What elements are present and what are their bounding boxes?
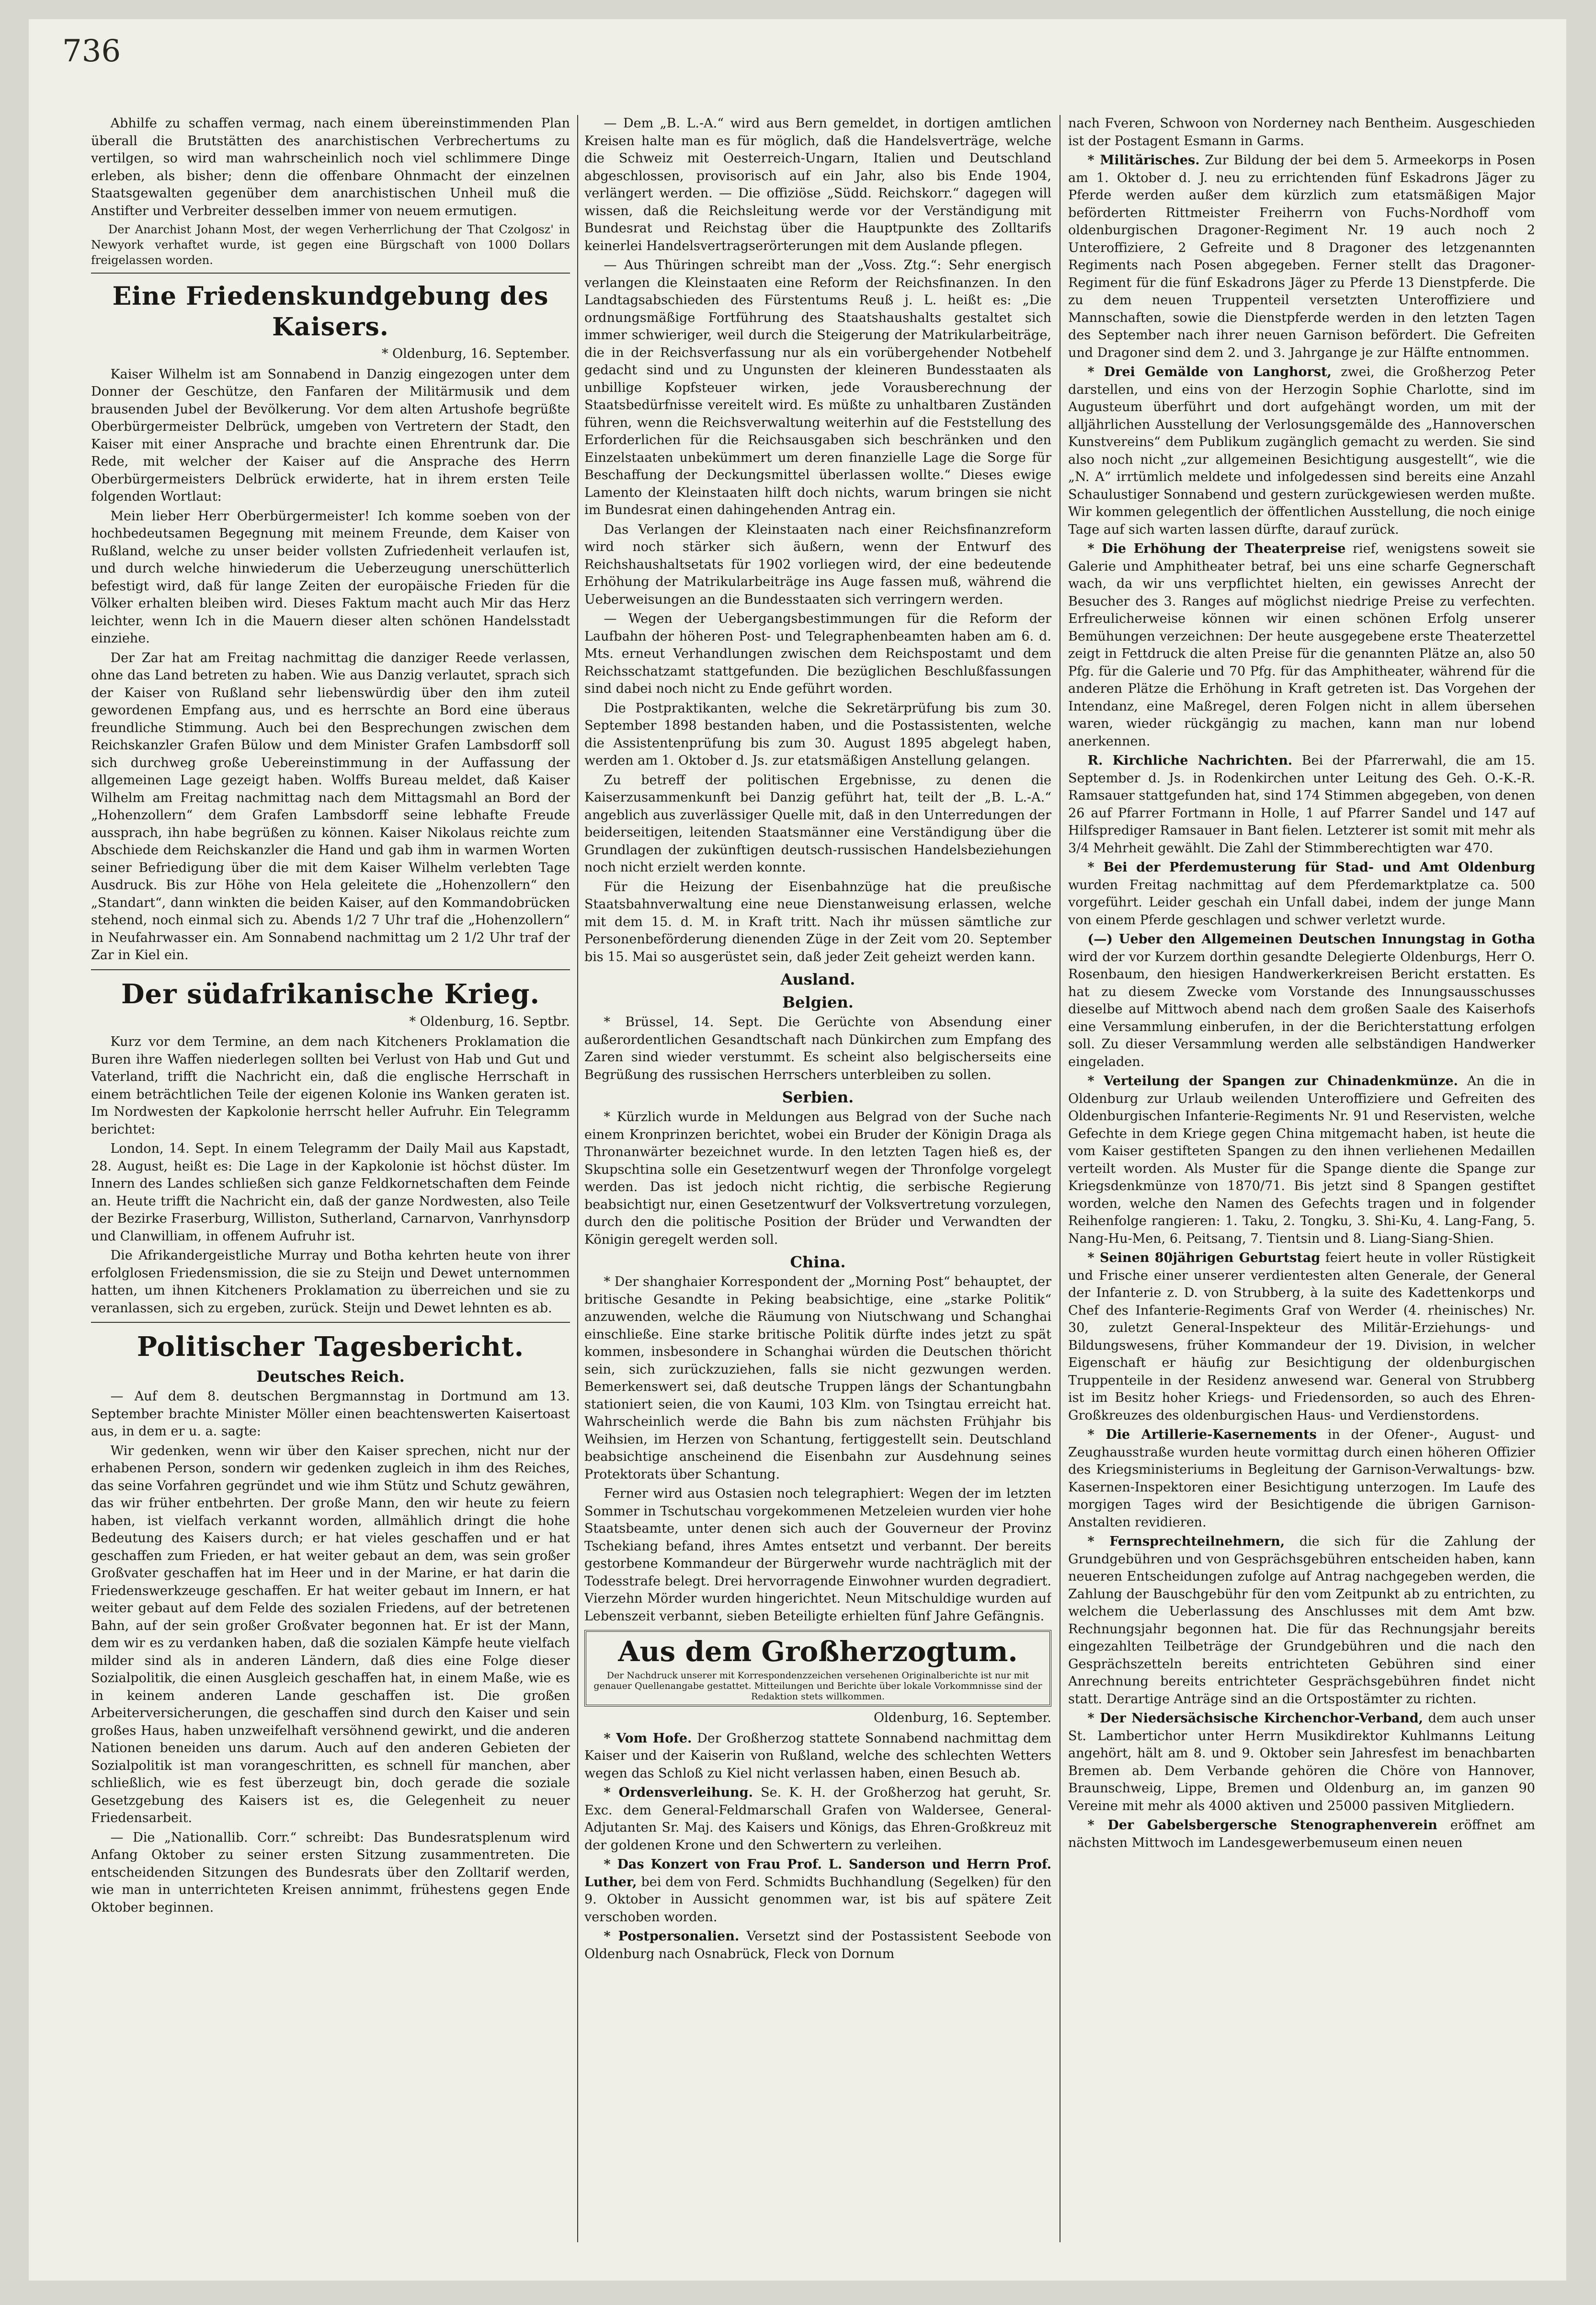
item-text: feiert heute in voller Rüstigkeit und Frische einer unserer verdientesten alten Generale, der General der Infanterie z. D. von Strubberg, à la suite des Kadettenkorps und Chef des Infanterie-Regiments Graf von Werder (4. rheinisches) Nr. 30, zuletzt General-Inspekteur des Militär-Erziehungs- und Bildungswesens, früher Kommandeur der 19. Division, in welcher Eigenschaft er häufig zur Besichtigung der oldenburgischen Truppenteile in der Residenz anwesend war. General von Strubberg ist im Besitz hoher Kriegs- und Friedensorden, so auch des Ehren-Großkreuzes des oldenburgischen Haus- und Verdienstordens. — [1068, 1250, 1535, 1423]
divider — [91, 969, 570, 970]
item-text: zwei, die Großherzog Peter darstellen, und eins von der Herzogin Sophie Charlotte, sind im Augusteum überführt und dort aufgehängt worden, um mit der alljährlichen Ausstellung der Verlosungsgemälde des „Hannoverschen Kunstvereins“ dem Publikum zugänglich gemacht zu werden. Sie sind also noch nicht „zur allgemeinen Besichtigung ausgestellt“, wie die „N. A“ irrtümlich meldete und infolgedessen sind bereits eine Anzahl Schaulustiger Sonnabend und gestern zurückgewiesen werden mußte. Wir kommen gelegentlich der öffentlichen Ausstellung, die noch einige Tage auf sich warten lassen dürfte, darauf zurück. — [1068, 365, 1535, 537]
article-paragraph: Kurz vor dem Termine, an dem nach Kitcheners Proklamation die Buren ihre Waffen niederlegen sollten bei Verlust von Hab und Gut und Vaterland, trifft die Nachricht ein, daß die englische Herrschaft in einem beträchtlichen Teile der eigenen Kolonie ins Wanken geraten ist. Im Nordwesten der Kapkolonie herrscht heller Aufruhr. Ein Telegramm berichtet: — [91, 1034, 570, 1137]
article-paragraph: — Die „Nationallib. Corr.“ schreibt: Das Bundesratsplenum wird Anfang Oktober zu seiner ersten Sitzung zusammentreten. Die entscheidenden Sitzungen des Bundesrats über den Zolltarif werden, wie man in unterrichteten Kreisen annimmt, frühestens gegen Ende Oktober beginnen. — [91, 1830, 570, 1915]
item-text: die sich für die Zahlung der Grundgebühren und von Gesprächsgebühren entscheiden haben, kann neueren Entscheidungen zufolge auf Antrag nachgegeben werden, die Zahlung der Bauschgebühr für den vom Zeitpunkt ab zu entrichten, zu welchem die Ueberlassung des Anschlusses mit dem Amt bzw. Rechnungsjahr begonnen hat. Die für das Rechnungsjahr bereits eingezahlten Teilbeträge der Grundgebühren und die nach den Gesprächszetteln bereits entrichteten Gebühren sind einer Anrechnung bereits entrichteter Gesprächsgebühren findet nicht statt. Derartige Anträge sind an die Ortspostämter zu richten. — [1068, 1534, 1535, 1707]
item-lead: * Der Gabelsbergersche Stenographenverein — [1087, 1818, 1437, 1833]
item-lead: * Fernsprechteilnehmern, — [1087, 1534, 1285, 1549]
item-lead: * Postpersonalien. — [604, 1929, 740, 1944]
article-paragraph: — Aus Thüringen schreibt man der „Voss. Ztg.“: Sehr energisch verlangen die Kleinstaaten eine Reform der Reichsfinanzen. In den Landtagsabschieden des Fürstentums Reuß j. L. heißt es: „Die ordnungsmäßige Fortführung des Staatshaushalts gestaltet sich immer schwieriger, weil durch die Steigerung der Matrikularbeiträge, die in der Reichsverfassung nur als ein vorübergehender Notbehelf gedacht sind und zu Ungunsten der kleineren Bundesstaaten als unbillige Kopfsteuer wirken, jede Vorausberechnung der Staatsbedürfnisse vereitelt wird. Es müßte zu unhaltbaren Zuständen führen, wenn die Reichsverwaltung weiterhin auf die Feststellung des Erforderlichen für die Reichsausgaben sich beschränken und den Einzelstaaten unbekümmert um deren finanzielle Lage die Sorge für Beschaffung der Deckungsmittel überlassen wollte.“ Dieses ewige Lamento der Kleinstaaten hilft doch nichts, warum bringen sie nicht im Bundesrat einen dahingehenden Antrag ein. — [584, 258, 1051, 517]
column-1 — [91, 115, 570, 2261]
article-paragraph: — Auf dem 8. deutschen Bergmannstag in Dortmund am 13. September brachte Minister Möller einen beachtenswerten Kaisertoast aus, in dem er u. a. sagte: — [91, 1389, 570, 1439]
headline-politischer-tagesbericht: Politischer Tagesbericht. — [137, 1331, 524, 1363]
article-paragraph: * Brüssel, 14. Sept. Die Gerüchte von Absendung einer außerordentlichen Gesandtschaft nach Dünkirchen zum Empfang des Zaren sind wieder verstummt. Es scheint also belgischerseits eine Begrüßung des russischen Herrschers unterbleiben zu sollen. — [584, 1015, 1051, 1082]
article-paragraph: Mein lieber Herr Oberbürgermeister! Ich komme soeben von der hochbedeutsamen Begegnung mit meinem Freunde, dem Kaiser von Rußland, welche zu unser beider vollsten Zufriedenheit verlaufen ist, und durch welche hinwiederum die Ueberzeugung unerschütterlich befestigt wird, daß für lange Zeiten der europäische Frieden für die Völker erhalten bleiben wird. Dieses Faktum macht auch Mir das Herz leichter, wenn Ich in die Mauern dieser alten schönen Handelsstadt einziehe. — [91, 508, 570, 646]
article-paragraph: — Dem „B. L.-A.“ wird aus Bern gemeldet, in dortigen amtlichen Kreisen halte man es für möglich, daß die Handelsverträge, welche die Schweiz mit Oesterreich-Ungarn, Italien und Deutschland abgeschlossen, provisorisch auf ein Jahr, also bis Ende 1904, verlängert werden. — Die offiziöse „Südd. Reichskorr.“ dagegen will wissen, daß die Reichsleitung werde vor der Verständigung mit Bundesrat und Reichstag über die Hauptpunkte des Zolltarifs keinerlei Handelsvertragserörterungen mit dem Auslande pflegen. — [584, 116, 1051, 253]
article-paragraph: — Wegen der Uebergangsbestimmungen für die Reform der Laufbahn der höheren Post- und Telegraphenbeamten haben am 6. d. Mts. erneut Verhandlungen zwischen dem Reichspostamt und dem Reichsschatzamt stattgefunden. Die bezüglichen Beschlußfassungen sind dabei noch nicht zu Ende geführt worden. — [584, 611, 1051, 696]
item-text: bei dem von Ferd. Schmidts Buchhandlung (Segelken) für den 9. Oktober in Aussicht genommen war, ist bis auf spätere Zeit verschoben worden. — [584, 1874, 1051, 1925]
intro-notice: Der Anarchist Johann Most, der wegen Verherrlichung der That Czolgosz' in Newyork verhaftet wurde, ist gegen eine Bürgschaft von 1000 Dollars freigelassen worden. — [91, 223, 570, 267]
dateline: * Oldenburg, 16. Septbr. — [409, 1014, 570, 1029]
item-text: rief, wenigstens soweit sie Galerie und Amphitheater betraf, bei uns eine scharfe Gegnerschaft wach, da wir uns verpflichtet hielten, ein gewisses Anrecht der Besucher des 3. Ranges auf möglichst niedrige Preise zu verfechten. Erfreulicherweise können wir einen schönen Erfolg unserer Bemühungen verzeichnen: Der heute ausgegebene erste Theaterzettel zeigt in Fettdruck die alten Preise für die genannten Plätze an, also 50 Pfg. für die Galerie und 70 Pfg. für das Amphitheater, während für die anderen Plätze die Erhöhung in Kraft getreten ist. Das Vorgehen der Intendanz, eine Maßregel, deren Folgen nicht in allem übersehen waren, wieder rückgängig zu machen, kann man nur lobend anerkennen. — [1068, 541, 1535, 749]
item-lead: * Ordensverleihung. — [604, 1785, 753, 1800]
item-lead: R. Kirchliche Nachrichten. — [1087, 753, 1293, 768]
subheading-belgien: Belgien. — [782, 993, 854, 1011]
article-paragraph: Die Postpraktikanten, welche die Sekretärprüfung bis zum 30. September 1898 bestanden haben, und die Postassistenten, welche die Assistentenprüfung bis zum 30. August 1895 abgelegt haben, werden am 1. Oktober d. Js. zur etatsmäßigen Anstellung gelangen. — [584, 700, 1051, 768]
article-paragraph: Das Verlangen der Kleinstaaten nach einer Reichsfinanzreform wird noch stärker sich äußern, wenn der Entwurf des Reichshaushaltsetats für 1902 vorliegen wird, der eine bedeutende Erhöhung der Matrikularbeiträge ins Auge fassen muß, während die Ueberweisungen an die Bundesstaaten sich verringern werden. — [584, 522, 1051, 607]
dateline: Oldenburg, 16. September. — [874, 1710, 1051, 1725]
item-text: Der Großherzog stattete Sonnabend nachmittag dem Kaiser und der Kaiserin von Rußland, welche des schlechten Wetters wegen das Schloß zu Kiel nicht verlassen haben, einen Besuch ab. — [584, 1731, 1051, 1781]
item-lead: (—) Ueber den Allgemeinen Deutschen Innungstag in Gotha — [1087, 932, 1535, 947]
item-lead: * Drei Gemälde von Langhorst, — [1087, 365, 1332, 379]
column-3 — [1068, 115, 1535, 2261]
divider — [91, 1322, 570, 1323]
item-text: wird der vor Kurzem dorthin gesandte Delegierte Oldenburgs, Herr O. Rosenbaum, den hiesigen Handwerkerkreisen Bericht erstatten. Es hat zu diesem Zwecke vom Vorstande des Innungsausschusses dieselbe auf Mittwoch abend nach dem großen Saale des Kaiserhofs eine Versammlung einberufen, in der die Berichterstattung erfolgen soll. Zu dieser Versammlung werden alle selbständigen Handwerker eingeladen. — [1068, 949, 1535, 1069]
article-paragraph: Wir gedenken, wenn wir über den Kaiser sprechen, nicht nur der erhabenen Person, sondern wir gedenken zugleich in ihm des Reiches, das seine Vorfahren gegründet und wie ihm Stütz und Schutz gewähren, das wir früher entbehrten. Der große Mann, den wir heute zu feiern haben, ist vielfach verkannt worden, allmählich dringt die hohe Bedeutung des Kaisers durch; er hat vieles geschaffen und er hat geschaffen zum Frieden, er hat weiter gebaut an dem, was sein großer Großvater geschaffen hat im Heer und in der Marine, er hat darin die Friedenswerkzeuge geschaffen. Er hat weiter gebaut im Innern, er hat weiter gebaut auf dem Felde des sozialen Friedens, auf der betretenen Bahn, auf der sein großer Großvater begonnen hat. Er ist der Mann, dem wir es zu verdanken haben, daß die sozialen Kämpfe heute vielfach milder sind als in anderen Ländern, daß dies eine Folge dieser Sozialpolitik, die einen Ausgleich geschaffen hat, in einem Maße, wie es in keinem anderen Lande geschaffen ist. Die großen Arbeiterversicherungen, die geschaffen sind durch den Kaiser und sein großes Haus, haben unzweifelhaft versöhnend gewirkt, und die anderen Nationen beneiden uns darum. Auch auf den anderen Gebieten der Sozialpolitik ist man vorangeschritten, es schnell für manchen, aber schließlich, wie es fest überzeugt bin, doch gerade die soziale Gesetzgebung des Kaisers ist es, die Gelegenheit zu neuer Friedensarbeit. — [91, 1443, 570, 1825]
article-paragraph: Ferner wird aus Ostasien noch telegraphiert: Wegen der im letzten Sommer in Tschutschau vorgekommenen Metzeleien wurden vier hohe Staatsbeamte, unter denen sich auch der Gouverneur der Provinz Tschekiang befand, ihres Amtes entsetzt und verbannt. Der bereits gestorbene Kommandeur der Bürgerwehr wurde nachträglich mit der Todesstrafe belegt. Drei hervorragende Einwohner wurden degradiert. Vierzehn Mörder wurden hingerichtet. Neun Mitschuldige wurden auf Lebenszeit verbannt, sieben Beteiligte erhielten fünf Jahre Gefängnis. — [584, 1486, 1051, 1624]
item-lead: * Die Erhöhung der Theaterpreise — [1087, 541, 1346, 556]
headline-aus-dem-grossherzogtum: Aus dem Großherzogtum. — [618, 1635, 1018, 1668]
item-lead: * Militärisches. — [1087, 153, 1200, 168]
item-text: wurden Freitag nachmittag auf dem Pferdemarktplatze ca. 500 vorgeführt. Leider geschah ein Unfall dabei, indem der junge Mann von einem Pferde geschlagen und schwer verletzt wurde. — [1068, 877, 1535, 928]
divider — [91, 273, 570, 274]
dateline: * Oldenburg, 16. September. — [381, 346, 570, 361]
item-lead: * Die Artillerie-Kasernements — [1087, 1427, 1317, 1442]
item-text: Se. K. H. der Großherzog hat geruht, Sr. Exc. dem General-Feldmarschall Grafen von Waldersee, General-Adjutanten Sr. Maj. des Kaisers und Königs, das Ehren-Großkreuz mit der goldenen Krone und den Schwertern zu verleihen. — [584, 1785, 1051, 1853]
article-paragraph: Die Afrikandergeistliche Murray und Botha kehrten heute von ihrer erfolglosen Friedensmission, die sie zu Steijn und Dewet unternommen hatten, um ihnen Kitcheners Proklamation zu überreichen und sie zu veranlassen, sich zu ergeben, zurück. Steijn und Dewet lehnten es ab. — [91, 1248, 570, 1316]
item-lead: * Das Konzert von Frau Prof. L. Sanderson und Herrn Prof. Luther, — [584, 1857, 1051, 1890]
headline-friedenskundgebung: Eine Friedenskundgebung des Kaisers. — [112, 282, 549, 342]
item-text: Versetzt sind der Postassistent Seebode von Oldenburg nach Osnabrück, Fleck von Dornum — [584, 1929, 1051, 1961]
continued-text: nach Fveren, Schwoon von Norderney nach Bentheim. Ausgeschieden ist der Postagent Esmann in Garms. — [1068, 116, 1535, 149]
section-box-grossherzogtum — [584, 1630, 1051, 1707]
headline-suedafrikanischer-krieg: Der südafrikanische Krieg. — [121, 978, 540, 1010]
item-text: eröffnet am nächsten Mittwoch im Landesgewerbemuseum einen neuen — [1068, 1818, 1535, 1850]
reprint-notice: Der Nachdruck unserer mit Korrespondenzzeichen versehenen Originalberichte ist nur mit genauer Quellenangabe gestattet. Mitteilungen und Berichte über lokale Vorkommnisse sind der Redaktion stets willkommen. — [593, 1670, 1042, 1702]
subheading-deutsches-reich: Deutsches Reich. — [256, 1367, 405, 1386]
article-paragraph: Der Zar hat am Freitag nachmittag die danziger Reede verlassen, ohne das Land betreten zu haben. Wie aus Danzig verlautet, sprach sich der Kaiser von Rußland sehr liebenswürdig über den ihm zuteil gewordenen Empfang aus, und es herrschte an Bord eine überaus freundliche Stimmung. Auch bei den Besprechungen zwischen dem Reichskanzler Grafen Bülow und dem Minister Grafen Lambsdorff soll sich durchweg große Uebereinstimmung in der Auffassung der allgemeinen Lage gezeigt haben. Wolffs Bureau meldet, daß Kaiser Wilhelm am Freitag nachmittag nach dem Mittagsmahl an Bord der „Hohenzollern“ dem Grafen Lambsdorff seine lebhafte Freude aussprach, ihn habe begrüßen zu können. Kaiser Nikolaus reichte zum Abschiede dem Reichskanzler die Hand und gab ihm in warmen Worten seiner Befriedigung über die mit dem Kaiser Wilhelm verlebten Tage Ausdruck. Bis zur Höhe von Hela geleitete die „Hohenzollern“ den „Standart“, dann winkten die beiden Kaiser, auf den Kommandobrücken stehend, noch einmal sich zu. Abends 1/2 7 Uhr traf die „Hohenzollern“ in Neufahrwasser ein. Am Sonnabend nachmittag um 2 1/2 Uhr traf der Zar in Kiel ein. — [91, 650, 570, 963]
item-text: Bei der Pfarrerwahl, die am 15. September d. Js. in Rodenkirchen unter Leitung des Geh. O.-K.-R. Ramsauer stattgefunden hat, sind 174 Stimmen abgegeben, von denen 26 auf Pfarrer Fortmann in Holle, 1 auf Pfarrer Sandel und 147 auf Hilfsprediger Ramsauer in Bant fielen. Letzterer ist somit mit mehr als 3/4 Mehrheit gewählt. Die Zahl der Stimmberechtigten war 470. — [1068, 753, 1535, 856]
article-paragraph: * Kürzlich wurde in Meldungen aus Belgrad von der Suche nach einem Kronprinzen berichtet, wobei ein Bruder der Königin Draga als Thronanwärter bezeichnet wurde. In den letzten Tagen hieß es, der Skupschtina solle ein Gesetzentwurf wegen der Thronfolge vorgelegt werden. Das ist jedoch nicht richtig, die serbische Regierung beabsichtigt nur, einen Gesetzentwurf der Volksvertretung vorzulegen, durch den die politische Position der Brüder und Verwandten der Königin geregelt werden soll. — [584, 1110, 1051, 1247]
page-number: 736 — [62, 34, 121, 69]
newspaper-page — [29, 19, 1566, 2281]
subheading-china: China. — [790, 1253, 846, 1271]
item-text: An die in Oldenburg zur Urlaub weilenden Unteroffiziere und Gefreiten des Oldenburgischen Infanterie-Regiments Nr. 91 und Reservisten, welche Gefechte in dem Kriege gegen China mitgemacht haben, ist heute die vom Kaiser gestifteten Spangen zu den ihnen verliehenen Medaillen verteilt worden. Als Muster für die Spange diente die Spange zur Kriegsdenkmünze von 1870/71. Bis jetzt sind 8 Spangen gestiftet worden, welche den Namen des Gefechts tragen und in folgender Reihenfolge rangieren: 1. Taku, 2. Tongku, 3. Shi-Ku, 4. Lang-Fang, 5. Nang-Hu-Men, 6. Peitsang, 7. Tientsin und 8. Liang-Siang-Shien. — [1068, 1074, 1535, 1246]
item-lead: * Der Niedersächsische Kirchenchor-Verband, — [1087, 1711, 1424, 1726]
item-lead: * Verteilung der Spangen zur Chinadenkmünze. — [1087, 1074, 1458, 1089]
article-paragraph: * Der shanghaier Korrespondent der „Morning Post“ behauptet, der britische Gesandte in Peking beabsichtige, eine „starke Politik“ anzuwenden, welche die Räumung von Niutschwang und Schanghai einschließe. Eine starke britische Politik dürfte indes jetzt zu spät kommen, insbesondere in Schanghai würden die Deutschen thöricht sein, sich zurückzuziehen, falls sie nicht gezwungen werden. Bemerkenswert sei, daß deutsche Truppen längs der Schantungbahn stationiert seien, die von Kaumi, 103 Klm. von Tsingtau erreicht hat. Wahrscheinlich werde die Bahn bis zum nächsten Frühjahr bis Weihsien, im Herzen von Schantung, fertiggestellt sein. Deutschland beabsichtige anscheinend die Eisenbahn zur Ausdehnung seines Protektorats über Schantung. — [584, 1274, 1051, 1482]
item-text: Zur Bildung der bei dem 5. Armeekorps in Posen am 1. Oktober d. J. neu zu errichtenden fünf Eskadrons Jäger zu Pferde werden außer dem kürzlich zum etatsmäßigen Major beförderten Rittmeister Freiherrn von Fuchs-Nordhoff vom oldenburgischen Dragoner-Regiment Nr. 19 auch noch 2 Unteroffiziere, 2 Gefreite und 8 Dragoner des letzgenannten Regiments nach Posen abgegeben. Ferner stellt das Dragoner-Regiment für die fünf Eskadrons Jäger zu Pferde 13 Dienstpferde. Die zu dem neuen Truppenteil versetzten Unteroffiziere und Mannschaften, sowie die Dienstpferde werden in den letzten Tagen des September nach ihrer neuen Garnison befördert. Die Gefreiten und Dragoner sind dem 2. und 3. Jahrgange je zur Hälfte entnommen. — [1068, 153, 1535, 360]
item-lead: * Vom Hofe. — [604, 1731, 692, 1746]
article-paragraph: London, 14. Sept. In einem Telegramm der Daily Mail aus Kapstadt, 28. August, heißt es: Die Lage in der Kapkolonie ist höchst düster. Im Innern des Landes schließen sich ganze Feldkornetschaften dem Feinde an. Heute trifft die Nachricht ein, daß der ganze Nordwesten, also Teile der Bezirke Fraserburg, Williston, Sutherland, Carnarvon, Vanrhynsdorp und Clanwilliam, in offenem Aufruhr ist. — [91, 1141, 570, 1244]
column-2 — [584, 115, 1051, 2261]
item-lead: * Bei der Pferdemusterung für Stad- und Amt Oldenburg — [1087, 860, 1535, 875]
item-lead: * Seinen 80jährigen Geburtstag — [1087, 1250, 1321, 1265]
intro-paragraph: Abhilfe zu schaffen vermag, nach einem übereinstimmenden Plan überall die Brutstätten des anarchistischen Verbrechertums zu vertilgen, so wird man wahrscheinlich noch viel schlimmere Dinge erleben, als bisher; denn die offenbare Ohnmacht der einzelnen Staatsgewalten gegenüber dem anarchistischen Unheil muß die Anstifter und Verbreiter desselben immer von neuem ermutigen. — [91, 116, 570, 218]
subheading-serbien: Serbien. — [782, 1088, 854, 1106]
article-paragraph: Zu betreff der politischen Ergebnisse, zu denen die Kaiserzusammenkunft bei Danzig geführt hat, teilt der „B. L.-A.“ angeblich aus zuverlässiger Quelle mit, daß in den Unterredungen der beiderseitigen, leitenden Staatsmänner eine Verständigung über die Grundlagen der zukünftigen deutsch-russischen Handelsbeziehungen noch nicht erzielt werden konnte. — [584, 772, 1051, 875]
article-paragraph: Kaiser Wilhelm ist am Sonnabend in Danzig eingezogen unter dem Donner der Geschütze, den Fanfaren der Militärmusik und dem brausenden Jubel der Bevölkerung. Vor dem alten Artushofe begrüßte Oberbürgermeister Delbrück, umgeben von Vertretern der Stadt, den Kaiser mit einer Ansprache und brachte einen Ehrentrunk dar. Die Rede, mit welcher der Kaiser auf die Ansprache des Herrn Oberbürgermeisters Delbrück erwiderte, hat in ihrem ersten Teile folgenden Wortlaut: — [91, 367, 570, 504]
article-paragraph: Für die Heizung der Eisenbahnzüge hat die preußische Staatsbahnverwaltung eine neue Dienstanweisung erlassen, welche mit dem 15. d. M. in Kraft tritt. Nach ihr müssen sämtliche zur Personenbeförderung dienenden Züge in der Zeit vom 20. September bis 15. Mai so ausgerüstet sein, daß jeder Zeit geheizt werden kann. — [584, 879, 1051, 964]
item-text: in der Ofener-, August- und Zeughausstraße wurden heute vormittag durch einen höheren Offizier des Kriegsministeriums in Begleitung der Garnison-Verwaltungs- bzw. Kasernen-Inspektoren einer Besichtigung unterzogen. Im Laufe des morgigen Tages wird der Besichtigende die übrigen Garnison-Anstalten revidieren. — [1068, 1427, 1535, 1530]
section-heading-ausland: Ausland. — [780, 970, 855, 988]
item-text: dem auch unser St. Lambertichor unter Herrn Musikdirektor Kuhlmanns Leitung angehört, hält am 8. und 9. Oktober sein Jahresfest im benachbarten Bremen ab. Dem Verbande gehören die Chöre von Hannover, Braunschweig, Lippe, Bremen und Oldenburg an, im ganzen 90 Vereine mit mehr als 4000 aktiven und 25000 passiven Mitgliedern. — [1068, 1711, 1535, 1813]
column-rule — [577, 115, 578, 2242]
